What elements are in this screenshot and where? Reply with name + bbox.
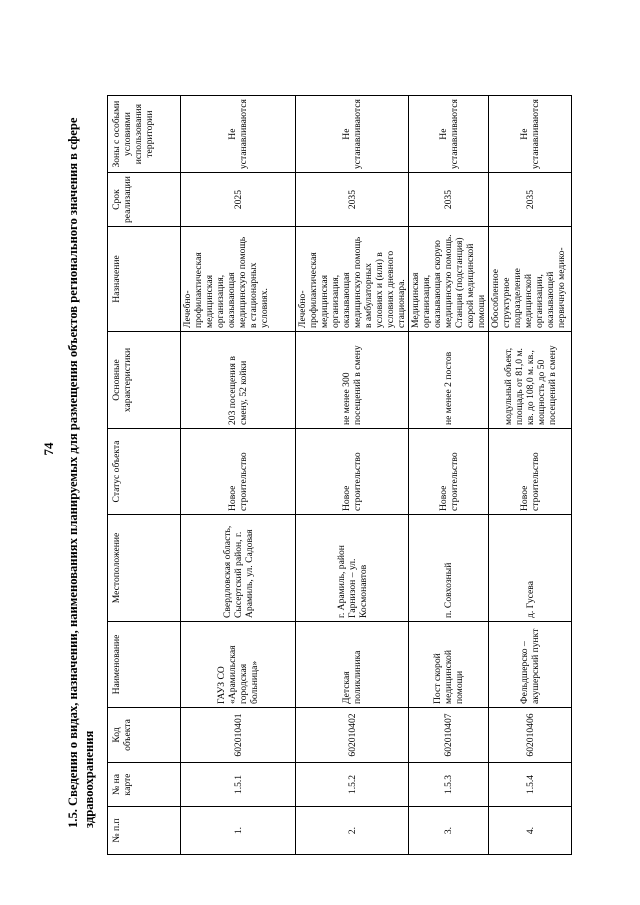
cell-status: Новое строительство — [181, 429, 296, 515]
cell-map-num: 1.5.2 — [296, 763, 409, 807]
cell-status: Новое строительство — [296, 429, 409, 515]
cell-purpose: Лечебно-профилактическая медицинская организация, оказывающая медицинскую помощь в амбулаторных условиях и (или) в условиях дневного стационара. — [296, 227, 409, 332]
cell-location: д. Гусева — [489, 515, 572, 622]
cell-num: 2. — [296, 807, 409, 855]
cell-code: 602010407 — [409, 708, 489, 763]
cell-map-num: 1.5.4 — [489, 763, 572, 807]
cell-name: Пост скорой медицинской помощи — [409, 622, 489, 708]
header-zones: Зоны с особыми условиями использования территории — [108, 96, 181, 173]
cell-num: 3. — [409, 807, 489, 855]
header-name: Наименование — [108, 622, 181, 708]
header-purpose: Назначение — [108, 227, 181, 332]
section-title: 1.5. Сведения о видах, назначении, наименованиях планируемых для размещения объектов регионального значения в сфере здравоохранения — [66, 117, 96, 828]
page-number: 74 — [41, 442, 56, 456]
cell-term: 2025 — [181, 173, 296, 227]
cell-num: 4. — [489, 807, 572, 855]
cell-name: Детская поликлиника — [296, 622, 409, 708]
cell-location: п. Совхозный — [409, 515, 489, 622]
cell-term: 2035 — [489, 173, 572, 227]
cell-name: Фельдшерско – акушерский пункт — [489, 622, 572, 708]
cell-characteristics: модульный объект, площадь от 81,0 м. кв. до 108,0 м. кв., мощность до 50 посещений в смену — [489, 332, 572, 429]
header-characteristics: Основные характеристики — [108, 332, 181, 429]
cell-purpose: Лечебно-профилактическая медицинская организация, оказывающая медицинскую помощь в стационарных условиях. — [181, 227, 296, 332]
cell-code: 602010406 — [489, 708, 572, 763]
cell-characteristics: не менее 300 посещений в смену — [296, 332, 409, 429]
cell-term: 2035 — [296, 173, 409, 227]
cell-zones: Не устанавливаются — [296, 96, 409, 173]
table-row — [489, 96, 572, 855]
cell-map-num: 1.5.3 — [409, 763, 489, 807]
cell-zones: Не устанавливаются — [489, 96, 572, 173]
cell-term: 2035 — [409, 173, 489, 227]
header-map-num: № на карте — [108, 763, 181, 807]
cell-zones: Не устанавливаются — [409, 96, 489, 173]
table-header-row — [108, 96, 181, 855]
objects-table — [107, 95, 572, 855]
table-row — [296, 96, 409, 855]
header-location: Местоположение — [108, 515, 181, 622]
cell-code: 602010401 — [181, 708, 296, 763]
table-row — [181, 96, 296, 855]
header-code: Код объекта — [108, 708, 181, 763]
cell-map-num: 1.5.1 — [181, 763, 296, 807]
cell-purpose: Медицинская организация, оказывающая скорую медицинскую помощь. Станция (подстанция) скорой медицинской помощи — [409, 227, 489, 332]
cell-characteristics: не менее 2 постов — [409, 332, 489, 429]
cell-status: Новое строительство — [489, 429, 572, 515]
header-num: № п.п — [108, 807, 181, 855]
cell-status: Новое строительство — [409, 429, 489, 515]
cell-location: г. Арамиль, район Гарнизон – ул. Космонавтов — [296, 515, 409, 622]
cell-zones: Не устанавливаются — [181, 96, 296, 173]
cell-location: Свердловская область, Сысертский район, г. Арамиль, ул. Садовая — [181, 515, 296, 622]
table-row — [409, 96, 489, 855]
cell-code: 602010402 — [296, 708, 409, 763]
cell-characteristics: 203 посещения в смену, 52 койки — [181, 332, 296, 429]
cell-purpose: Обособленное структурное подразделение медицинской организации, оказывающей первичную медико- — [489, 227, 572, 332]
cell-name: ГАУЗ СО «Арамильская городская больница» — [181, 622, 296, 708]
header-term: Срок реализации — [108, 173, 181, 227]
cell-num: 1. — [181, 807, 296, 855]
header-status: Статус объекта — [108, 429, 181, 515]
